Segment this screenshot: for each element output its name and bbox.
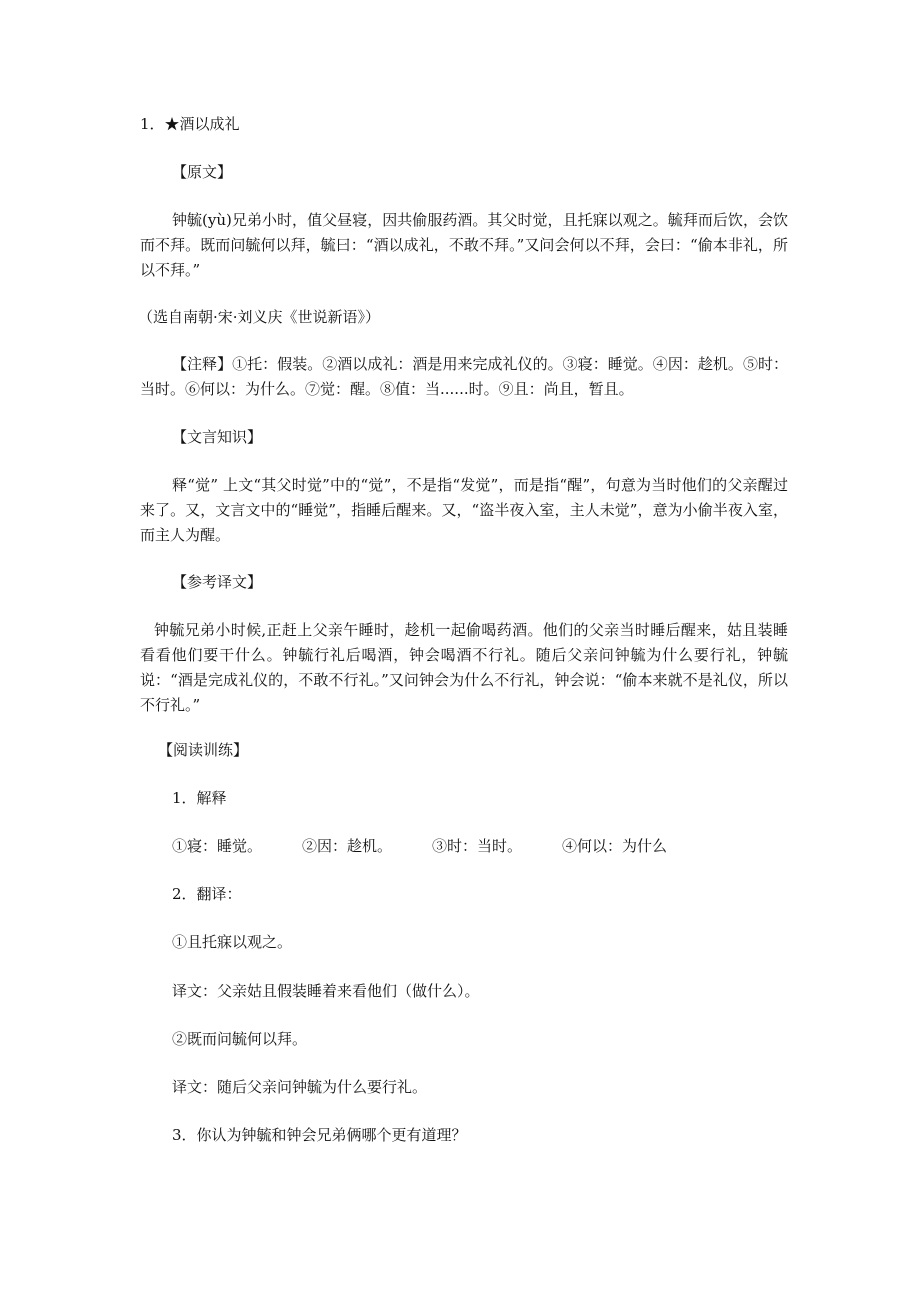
exercises-heading: 【阅读训练】 <box>158 741 249 759</box>
translation-text: 钟毓兄弟小时候,正赶上父亲午睡时，趁机一起偷喝药酒。他们的父亲当时睡后醒来，姑且装睡看看他们要干什么。钟毓行礼后喝酒，钟会喝酒不行礼。随后父亲问钟毓为什么要行礼，钟毓说：“酒是完成礼仪的，不敢不行礼。”又问钟会为什么不行礼，钟会说：“偷本来就不是礼仪，所以不行礼。” <box>140 621 788 714</box>
q1-label: 1．解释 <box>172 789 227 807</box>
q2-sentence-2: ②既而问毓何以拜。 <box>172 1030 308 1048</box>
q1-item: ③时：当时。 <box>432 837 523 855</box>
source-line: （选自南朝·宋·刘义庆《世说新语》） <box>138 308 381 326</box>
original-text: 钟毓(yù)兄弟小时，值父昼寝，因共偷服药酒。其父时觉，且托寐以观之。毓拜而后饮，会饮而不拜。既而问毓何以拜，毓曰：“酒以成礼，不敢不拜。”又问会何以不拜，会曰：“偷本非礼，所以不拜。” <box>140 211 788 279</box>
q1-item: ②因：趁机。 <box>302 837 393 855</box>
knowledge-heading: 【文言知识】 <box>172 428 263 446</box>
translation-heading: 【参考译文】 <box>172 573 263 591</box>
q1-item: ①寝：睡觉。 <box>172 837 263 855</box>
q2-answer-2: 译文：随后父亲问钟毓为什么要行礼。 <box>172 1078 428 1096</box>
original-heading: 【原文】 <box>172 163 233 181</box>
section-title: 1．★酒以成礼 <box>140 115 240 133</box>
q1-item: ④何以：为什么 <box>562 837 668 855</box>
q2-label: 2．翻译： <box>172 885 242 903</box>
q3-label: 3．你认为钟毓和钟会兄弟俩哪个更有道理？ <box>172 1126 467 1144</box>
notes-text: 【注释】①托：假装。②酒以成礼：酒是用来完成礼仪的。③寝：睡觉。④因：趁机。⑤时：当时。⑥何以：为什么。⑦觉：醒。⑧值：当......时。⑨且：尚且，暂且。 <box>140 355 788 398</box>
q2-sentence-1: ①且托寐以观之。 <box>172 933 293 951</box>
q2-answer-1: 译文：父亲姑且假装睡着来看他们（做什么）。 <box>172 982 480 1000</box>
knowledge-text: 释“觉” 上文“其父时觉”中的“觉”，不是指“发觉”，而是指“醒”，句意为当时他们的父亲醒过来了。又，文言文中的“睡觉”，指睡后醒来。又，“盗半夜入室，主人未觉”，意为小偷半夜入室，而主人为醒。 <box>140 476 788 544</box>
